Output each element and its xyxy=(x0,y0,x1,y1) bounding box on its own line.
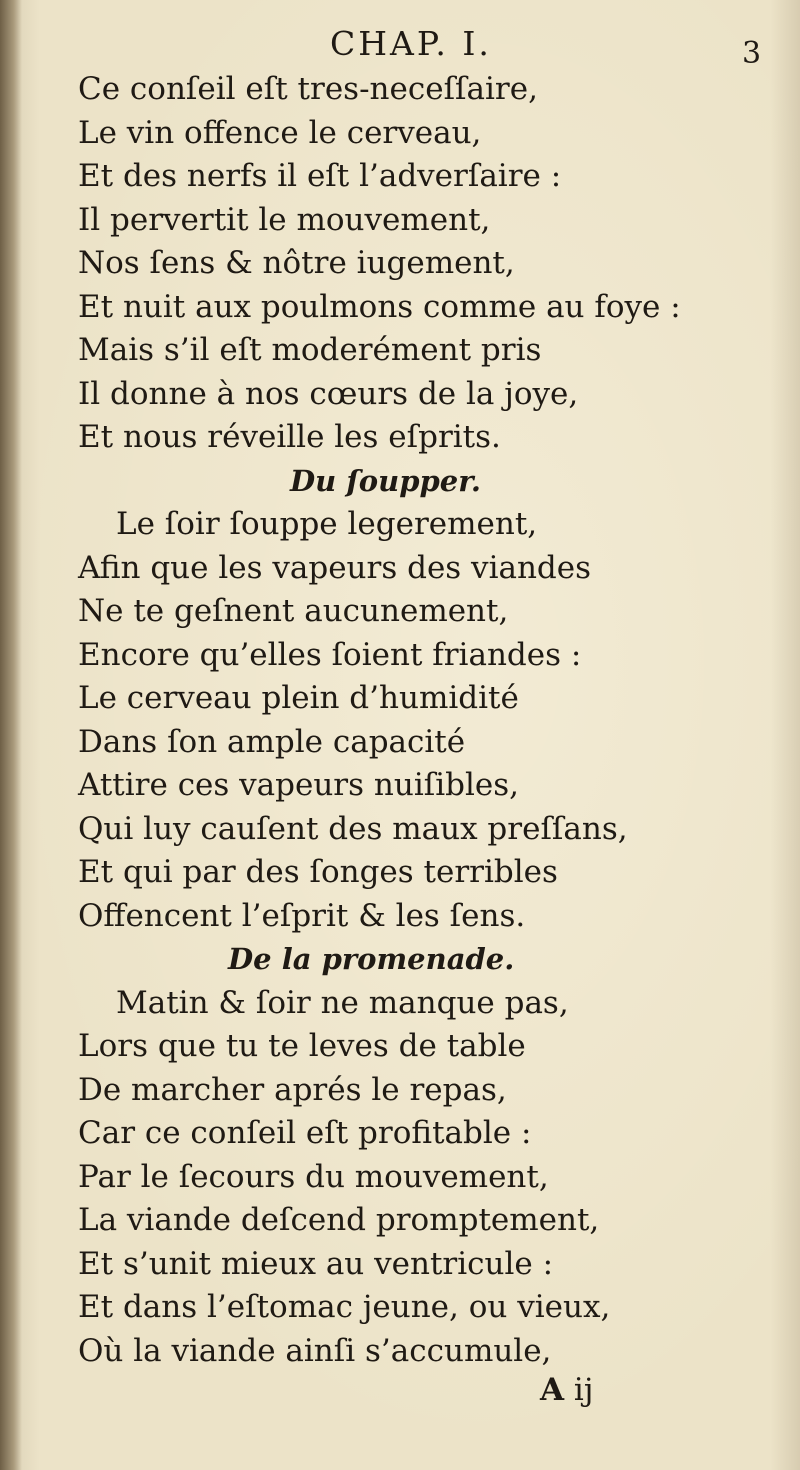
verse-line: Et nous réveille les eſprits. xyxy=(78,419,501,455)
signature-number: ij xyxy=(573,1372,594,1408)
verse-line: Lors que tu te leves de table xyxy=(78,1028,526,1064)
signature-letter: A xyxy=(540,1372,565,1408)
verse-line: Le ſoir ſouppe legerement, xyxy=(116,506,538,542)
verse-line: Car ce conſeil eſt profitable : xyxy=(78,1115,532,1151)
verse-line: Et qui par des ſonges terribles xyxy=(78,854,558,890)
running-head: CHAP. I. xyxy=(330,24,492,63)
verse-line: De marcher aprés le repas, xyxy=(78,1071,507,1108)
page-number: 3 xyxy=(742,36,762,71)
page-header xyxy=(0,24,800,74)
verse-line: Nos ſens & nôtre iugement, xyxy=(78,245,515,281)
verse-line: Mais s’il eſt moderément pris xyxy=(78,332,542,368)
page-gutter-shadow xyxy=(0,0,22,1470)
verse-line: Il pervertit le mouvement, xyxy=(78,201,491,238)
verse-line: Et s’unit mieux au ventricule : xyxy=(78,1245,554,1282)
verse-line: Et nuit aux poulmons comme au foye : xyxy=(78,288,681,325)
verse-line: Qui luy cauſent des maux preſſans, xyxy=(78,810,628,847)
verse-text xyxy=(78,68,768,1373)
verse-line: Matin & ſoir ne manque pas, xyxy=(116,984,569,1021)
verse-line: Et dans l’eſtomac jeune, ou vieux, xyxy=(78,1289,611,1325)
verse-line: Ce conſeil eſt tres-neceſſaire, xyxy=(78,71,538,107)
verse-line: Où la viande ainſi s’accumule, xyxy=(78,1332,552,1369)
verse-line: Le cerveau plein d’humidité xyxy=(78,680,519,716)
verse-line: Le vin offence le cerveau, xyxy=(78,114,482,151)
verse-line: La viande deſcend promptement, xyxy=(78,1202,600,1238)
verse-line: Ne te geſnent aucunement, xyxy=(78,593,509,629)
verse-line: Offencent l’eſprit & les ſens. xyxy=(78,897,526,934)
signature-mark xyxy=(540,1372,593,1408)
verse-line: Attire ces vapeurs nuiſibles, xyxy=(78,767,519,803)
verse-line: Encore qu’elles ſoient friandes : xyxy=(78,636,582,673)
verse-line: Et des nerfs il eſt l’adverſaire : xyxy=(78,158,562,194)
verse-line: Par le ſecours du mouvement, xyxy=(78,1158,549,1195)
verse-line: Afin que les vapeurs des viandes xyxy=(78,549,592,586)
verse-line: Il donne à nos cœurs de la joye, xyxy=(78,375,579,412)
section-heading-walk: De la promenade. xyxy=(228,942,515,976)
section-heading-supper: Du ſoupper. xyxy=(290,463,481,498)
verse-line: Dans ſon ample capacité xyxy=(78,723,466,760)
